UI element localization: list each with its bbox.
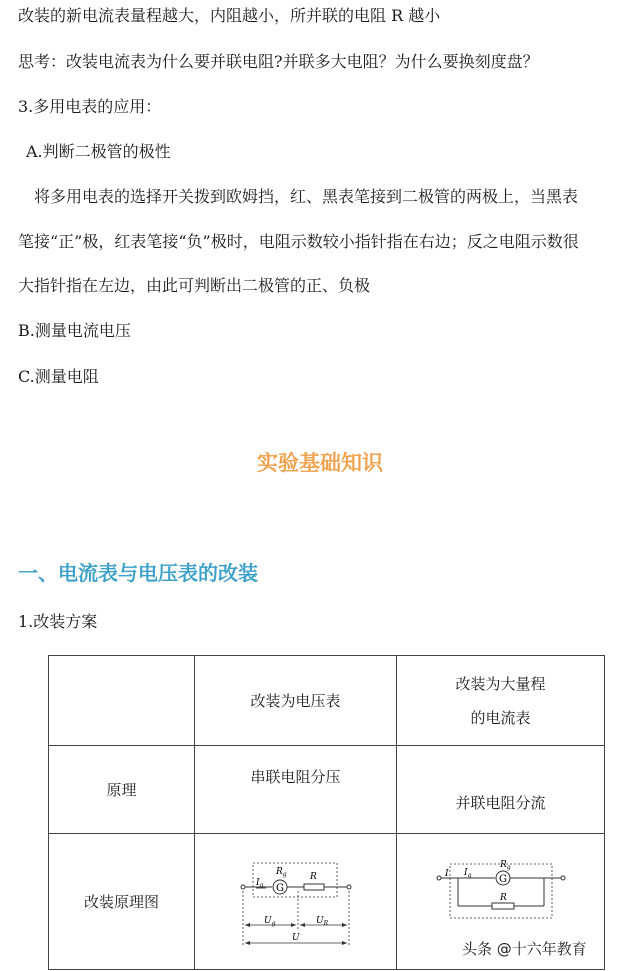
text-line-6: 笔接“正”极，红表笔接“负”极时，电阻示数较小指针指在右边；反之电阻示数很 [18, 232, 579, 251]
ur-label: $U_R$ [315, 915, 328, 927]
table-cell-empty [49, 656, 195, 746]
watermark: 头条 @十六年教育 [462, 940, 587, 958]
u-label: U [291, 932, 300, 943]
text-line-8: B.测量电流电压 [18, 321, 131, 340]
ammeter-header-line2: 的电流表 [470, 708, 531, 727]
text-line-1: 改装的新电流表量程越大，内阻越小，所并联的电阻 R 越小 [18, 6, 441, 25]
text-line-5: 将多用电表的选择开关拨到欧姆挡，红、黑表笔接到二极管的两极上，当黑表 [34, 187, 579, 206]
text-line-2: 思考：改装电流表为什么要并联电阻?并联多大电阻？为什么要换刻度盘？ [18, 52, 539, 71]
ig-label: $I_g$ [255, 877, 263, 889]
voltmeter-circuit-diagram [236, 857, 356, 953]
text-line-3: 3.多用电表的应用： [18, 97, 162, 116]
table-header-ammeter [397, 656, 605, 746]
text-line-9: C.测量电阻 [18, 367, 99, 386]
ammeter-circuit-diagram [436, 856, 566, 926]
section-heading: 一、电流表与电压表的改装 [18, 561, 258, 585]
r-label: R [309, 871, 317, 882]
table-row-header [49, 656, 605, 746]
text-line-4: A.判断二极管的极性 [26, 142, 171, 161]
subsection-heading: 1.改装方案 [18, 612, 98, 631]
ig-label: $I_g$ [463, 867, 471, 879]
galvanometer-g-label: G [498, 873, 507, 885]
text-line-7: 大指针指在左边，由此可判断出二极管的正、负极 [18, 276, 371, 295]
table-row-principle [49, 746, 605, 834]
i-label: I [444, 868, 449, 879]
r-label: R [499, 892, 507, 903]
table-cell-principle-label: 原理 [49, 746, 195, 834]
page-title: 实验基础知识 [257, 451, 383, 475]
rg-label: $R_g$ [275, 866, 287, 878]
table-cell-current-principle: 并联电阻分流 [397, 746, 605, 834]
table-cell-voltmeter-diagram [195, 834, 397, 970]
ug-label: $U_g$ [263, 915, 275, 927]
table-header-voltmeter: 改装为电压表 [195, 656, 397, 746]
galvanometer-g-label: G [275, 882, 284, 894]
modification-table [48, 655, 605, 970]
rg-label: $R_g$ [499, 859, 511, 871]
table-cell-voltage-principle: 串联电阻分压 [195, 746, 397, 834]
table-cell-diagram-label: 改装原理图 [49, 834, 195, 970]
ammeter-header-line1: 改装为大量程 [455, 674, 546, 693]
